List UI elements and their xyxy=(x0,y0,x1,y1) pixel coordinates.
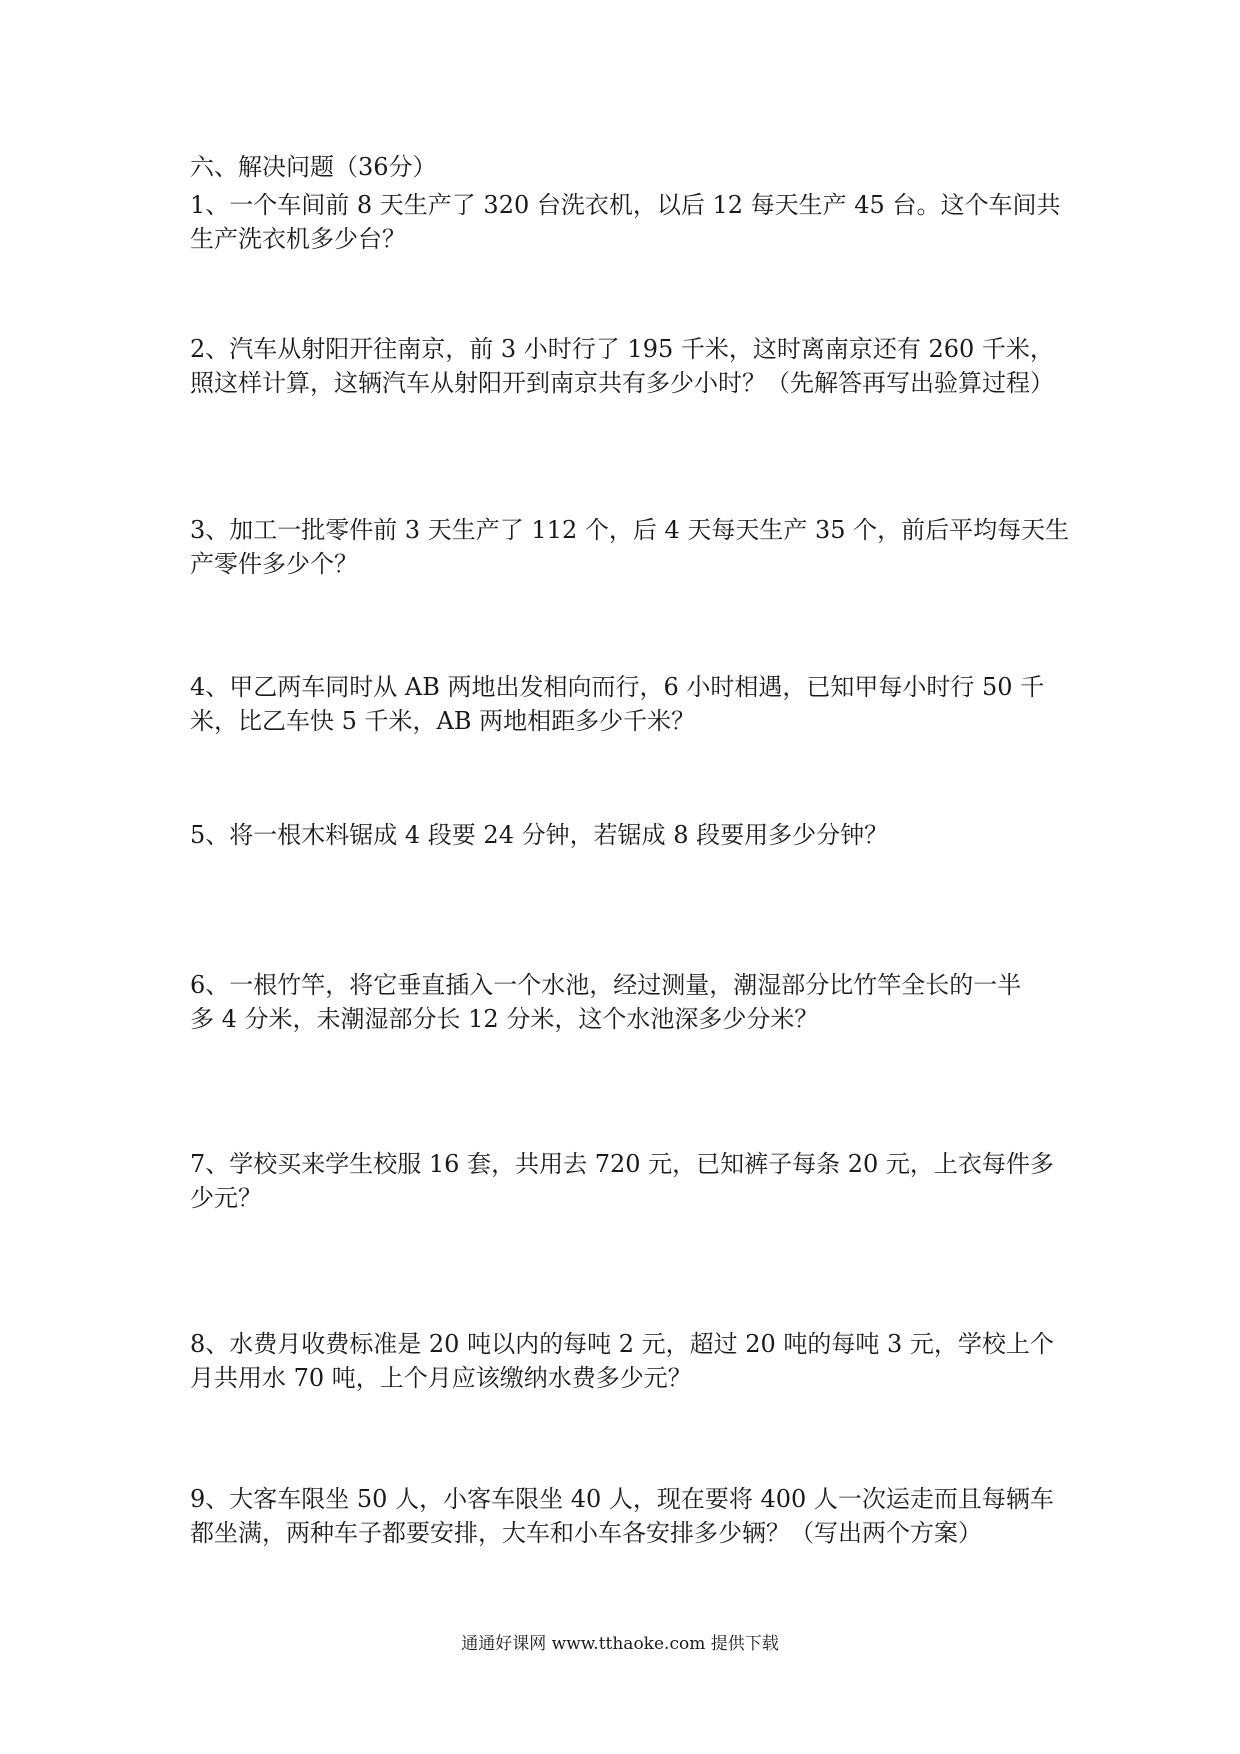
question-8 xyxy=(190,1327,1060,1395)
question-line: 6、一根竹竿，将它垂直插入一个水池，经过测量，潮湿部分比竹竿全长的一半 xyxy=(190,971,1022,999)
question-7 xyxy=(190,1147,1060,1215)
question-line: 9、大客车限坐 50 人，小客车限坐 40 人，现在要将 400 人一次运走而且每辆车 xyxy=(190,1485,1054,1513)
question-line: 5、将一根木料锯成 4 段要 24 分钟，若锯成 8 段要用多少分钟？ xyxy=(190,821,889,849)
question-5 xyxy=(190,818,1060,852)
question-line: 照这样计算，这辆汽车从射阳开到南京共有多少小时？（先解答再写出验算过程） xyxy=(190,369,1054,397)
section-title: 六、解决问题（36分） xyxy=(190,153,437,181)
question-2 xyxy=(190,332,1060,400)
question-line: 7、学校买来学生校服 16 套，共用去 720 元，已知裤子每条 20 元，上衣每件多 xyxy=(190,1150,1054,1178)
question-6 xyxy=(190,968,1060,1036)
question-line: 少元？ xyxy=(190,1184,262,1212)
question-line: 产零件多少个？ xyxy=(190,550,358,578)
question-line: 1、一个车间前 8 天生产了 320 台洗衣机，以后 12 每天生产 45 台。这个车间共 xyxy=(190,191,1061,219)
question-line: 2、汽车从射阳开往南京，前 3 小时行了 195 千米，这时离南京还有 260 千米， xyxy=(190,335,1054,363)
question-line: 米，比乙车快 5 千米，AB 两地相距多少千米？ xyxy=(190,707,696,735)
question-line: 8、水费月收费标准是 20 吨以内的每吨 2 元，超过 20 吨的每吨 3 元，学校上个 xyxy=(190,1330,1054,1358)
question-line: 4、甲乙两车同时从 AB 两地出发相向而行，6 小时相遇，已知甲每小时行 50 千 xyxy=(190,673,1045,701)
question-line: 3、加工一批零件前 3 天生产了 112 个，后 4 天每天生产 35 个，前后平均每天生 xyxy=(190,516,1070,544)
question-9 xyxy=(190,1482,1060,1550)
footer-text: 通通好课网 www.tthaoke.com 提供下载 xyxy=(461,1634,779,1654)
question-line: 月共用水 70 吨，上个月应该缴纳水费多少元？ xyxy=(190,1364,692,1392)
question-line: 多 4 分米，未潮湿部分长 12 分米，这个水池深多少分米？ xyxy=(190,1005,819,1033)
question-3 xyxy=(190,513,1070,581)
question-line: 生产洗衣机多少台？ xyxy=(190,225,406,253)
question-line: 都坐满，两种车子都要安排，大车和小车各安排多少辆？（写出两个方案） xyxy=(190,1519,982,1547)
question-4 xyxy=(190,670,1060,738)
question-1 xyxy=(190,188,1060,256)
